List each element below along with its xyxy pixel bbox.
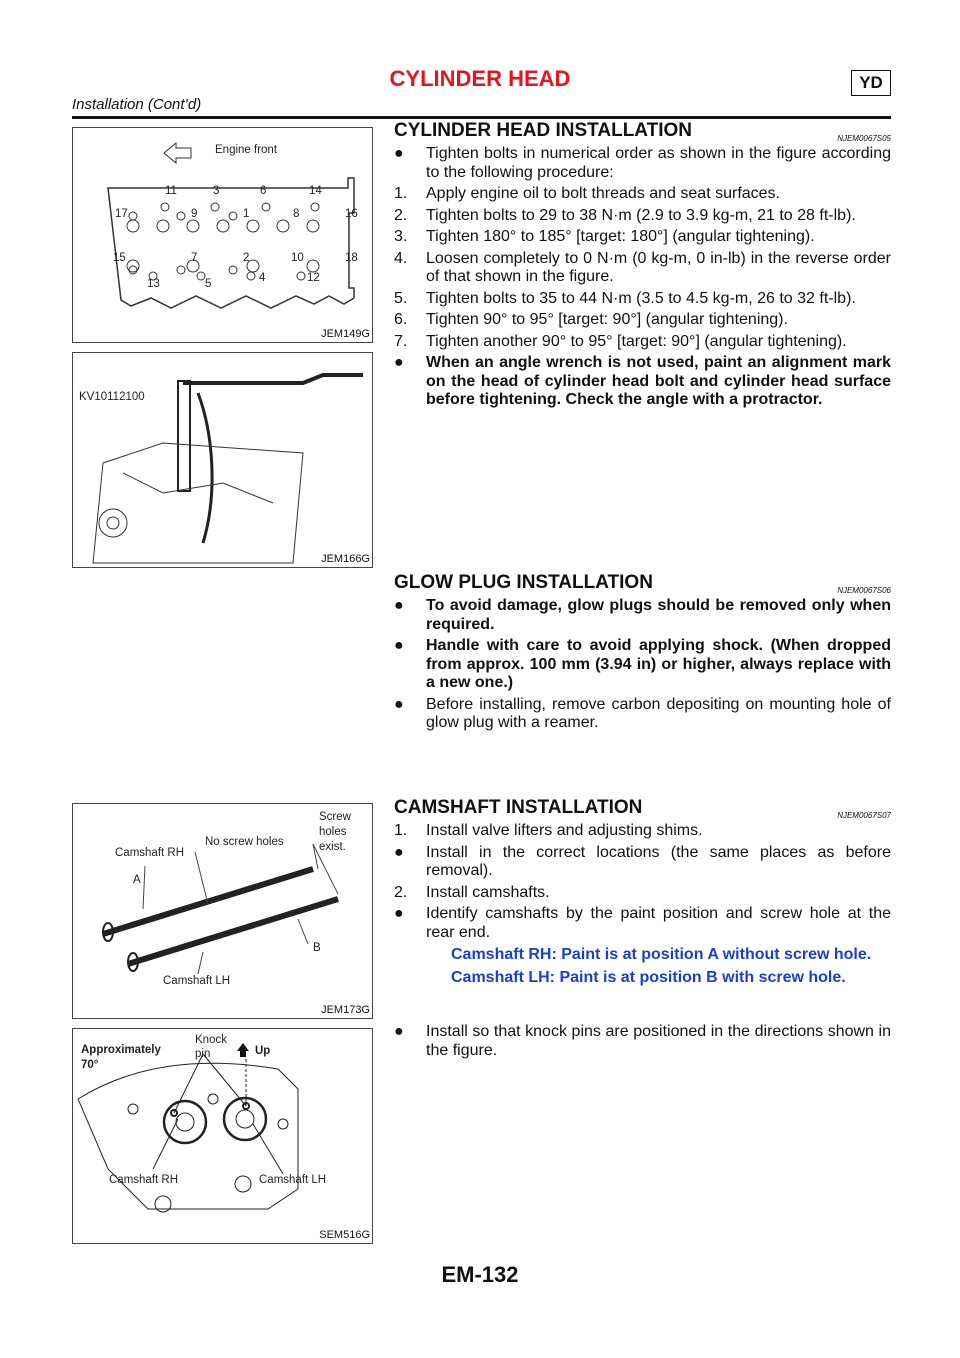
figure-angle-wrench (72, 352, 373, 568)
step-number: 2. (394, 206, 408, 224)
step-number: 2. (394, 883, 408, 901)
camshaft-rh-label: Camshaft RH (115, 847, 185, 859)
figure-camshafts (72, 803, 373, 1019)
camshaft-lh-note: Camshaft LH: Paint is at position B with screw hole. (451, 968, 846, 986)
section-cylinder-head-installation (394, 120, 891, 410)
step-number: 5. (394, 289, 408, 307)
step-number: 7. (394, 332, 408, 350)
warning-item: Handle with care to avoid applying shock. (When dropped from approx. 100 mm (3.94 in) or higher, always replace with a new one.) (426, 637, 891, 691)
bullet: ● (394, 354, 404, 371)
list-item: Before installing, remove carbon depositing on mounting hole of glow plug with a reamer. (426, 695, 891, 731)
section-glow-plug-installation (394, 572, 891, 733)
bolt-label: 15 (113, 252, 126, 264)
list-item: Install so that knock pins are positioned in the directions shown in the figure. (426, 1023, 891, 1059)
approximately-70-label: Approximately 70° (81, 1044, 161, 1071)
list-item: Tighten bolts to 29 to 38 N·m (2.9 to 3.9 kg-m, 21 to 28 ft-lb). (426, 206, 856, 224)
section-ref: NJEM0067S06 (837, 586, 891, 595)
section-heading: CAMSHAFT INSTALLATION (394, 797, 643, 818)
bullet: ● (394, 905, 404, 922)
bolt-label: 17 (115, 208, 128, 220)
figure-knock-pins (72, 1028, 373, 1244)
header-rule (72, 116, 891, 119)
section-ref: NJEM0067S05 (837, 134, 891, 143)
camshaft-lh-label: Camshaft LH (163, 975, 231, 987)
bolt-label: 13 (147, 278, 160, 290)
bolt-label: 6 (260, 185, 267, 197)
figure-code: JEM166G (321, 553, 370, 565)
engine-badge: YD (851, 70, 891, 96)
step-number: 1. (394, 185, 408, 202)
list-item: Loosen completely to 0 N·m (0 kg-m, 0 in-lb) in the reverse order of that shown in the figure. (426, 249, 891, 285)
list-item: Install camshafts. (426, 883, 550, 901)
bolt-label: 10 (291, 252, 304, 264)
camshaft-rh-label: Camshaft RH (109, 1174, 179, 1186)
figure-code: SEM516G (319, 1229, 370, 1241)
bolt-label: 4 (259, 272, 266, 284)
warning-item: When an angle wrench is not used, paint an alignment mark on the head of cylinder head bolt and cylinder head surface before tightening. Check the angle with a protractor. (426, 354, 891, 408)
bolt-label: 1 (243, 208, 250, 220)
bolt-label: 2 (243, 252, 250, 264)
bullet: ● (394, 637, 404, 654)
step-number: 6. (394, 311, 408, 328)
camshaft-rh-note: Camshaft RH: Paint is at position A without screw hole. (451, 946, 872, 963)
bolt-label: 16 (345, 208, 358, 220)
bolt-label: 14 (309, 185, 322, 197)
page-number: EM-132 (441, 1262, 519, 1287)
list-item: Tighten bolts in numerical order as shown in the figure according to the following procedure: (426, 145, 891, 181)
screw-holes-label: Screw holes exist. (319, 811, 351, 853)
bolt-label: 8 (293, 208, 300, 220)
bolt-label: 12 (307, 272, 320, 284)
engine-front-label: Engine front (215, 144, 278, 156)
section-heading: CYLINDER HEAD INSTALLATION (394, 120, 693, 141)
camshaft-lh-label: Camshaft LH (259, 1174, 327, 1186)
section-heading: GLOW PLUG INSTALLATION (394, 572, 653, 593)
position-a-label: A (133, 874, 141, 886)
up-label: Up (255, 1045, 271, 1057)
step-number: 3. (394, 228, 408, 245)
bolt-label: 18 (345, 252, 358, 264)
page-title: CYLINDER HEAD (389, 66, 571, 91)
step-number: 4. (394, 249, 408, 267)
figure-bolt-order (72, 127, 373, 343)
bolt-label: 7 (191, 252, 198, 264)
bullet: ● (394, 145, 404, 162)
bullet: ● (394, 597, 404, 614)
page-subtitle: Installation (Cont’d) (72, 96, 202, 113)
bolt-label: 3 (213, 185, 220, 197)
section-camshaft-installation (394, 797, 891, 1060)
section-ref: NJEM0067S07 (837, 811, 891, 820)
list-item: Install in the correct locations (the same places as before removal). (426, 843, 891, 879)
bullet: ● (394, 843, 404, 861)
list-item: Tighten 180° to 185° [target: 180°] (angular tightening). (426, 228, 815, 245)
bolt-label: 9 (191, 208, 198, 220)
tool-number-label: KV10112100 (79, 391, 145, 403)
angle-wrench-drawing (73, 353, 372, 567)
list-item: Tighten bolts to 35 to 44 N·m (3.5 to 4.5 kg-m, 26 to 32 ft-lb). (426, 289, 856, 307)
position-b-label: B (313, 942, 321, 954)
list-item: Install valve lifters and adjusting shims. (426, 822, 703, 839)
list-item: Tighten 90° to 95° [target: 90°] (angular tightening). (426, 311, 788, 328)
bullet: ● (394, 695, 404, 713)
knock-pin-label: Knock pin (195, 1034, 227, 1060)
list-item: Tighten another 90° to 95° [target: 90°] (angular tightening). (426, 332, 847, 350)
figure-code: JEM173G (321, 1004, 370, 1016)
bolt-label: 11 (165, 185, 177, 197)
list-item: Identify camshafts by the paint position and screw hole at the rear end. (426, 905, 891, 941)
bullet: ● (394, 1023, 404, 1040)
cylinder-head-drawing (73, 128, 372, 342)
list-item: Apply engine oil to bolt threads and seat surfaces. (426, 185, 780, 202)
figure-code: JEM149G (321, 328, 370, 340)
warning-item: To avoid damage, glow plugs should be removed only when required. (426, 597, 891, 633)
bolt-label: 5 (205, 278, 212, 290)
step-number: 1. (394, 822, 408, 839)
no-screw-holes-label: No screw holes (205, 836, 284, 848)
